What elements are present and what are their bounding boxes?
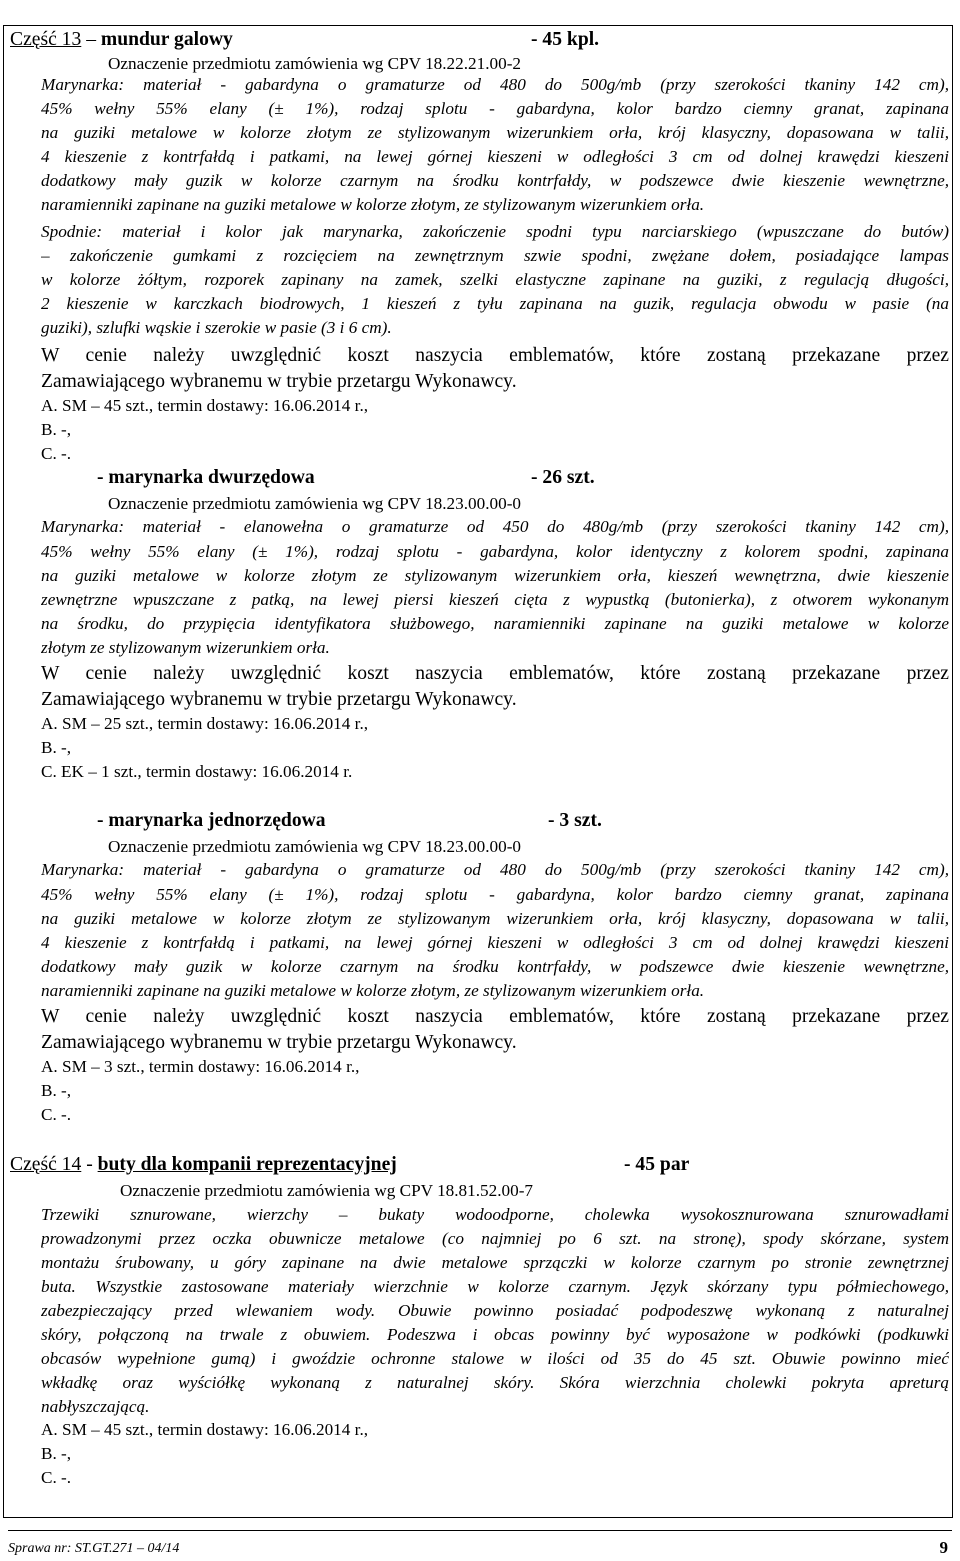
double-breasted-title: - marynarka dwurzędowa [97,467,315,488]
part13-delivery-b: B. -, [41,420,72,439]
part13-trousers-line: Spodnie: materiał i kolor jak marynarka, zakończenie spodni typu narciarskiego (wpuszczane do butów) [41,222,949,241]
single-breasted-line: Marynarka: materiał - gabardyna o gramaturze od 480 do 500g/mb (przy szerokości tkaniny 142 cm), [41,860,949,879]
part14-delivery-b: B. -, [41,1444,72,1463]
part14-qty: - 45 par [624,1154,690,1175]
single-breasted-title: - marynarka jednorzędowa [97,810,326,831]
double-breasted-line: Marynarka: materiał - elanowełna o gramaturze od 450 do 480g/mb (przy szerokości tkaniny 142 cm), [41,517,949,536]
part14-cpv: Oznaczenie przedmiotu zamówienia wg CPV 18.81.52.00-7 [120,1181,534,1200]
part13-trousers-line: guziki), szlufki wąskie i szerokie w pasie (3 i 6 cm). [41,318,392,337]
double-breasted-emblem-line: W cenie należy uwzględnić koszt naszycia emblematów, które zostaną przekazane przez [41,663,949,684]
footer-divider [8,1530,952,1531]
single-breasted-line: na guziki metalowe w kolorze złotym ze stylizowanym wizerunkiem orła, krój klasyczny, dopasowana w talii, [41,909,949,928]
single-breasted-line: 45% wełny 55% elany (± 1%), rodzaj splotu - gabardyna, kolor bardzo ciemny granat, zapinana [41,885,949,904]
part13-jacket-line: dodatkowy mały guzik w kolorze czarnym na środku kontrfałdy, w podszewce dwie kieszenie wewnętrzne, [41,171,949,190]
single-breasted-delivery-a: A. SM – 3 szt., termin dostawy: 16.06.2014 r., [41,1057,360,1076]
part14-line: nabłyszczającą. [41,1397,150,1416]
single-breasted-emblem-line: W cenie należy uwzględnić koszt naszycia emblematów, które zostaną przekazane przez [41,1006,949,1027]
double-breasted-cpv: Oznaczenie przedmiotu zamówienia wg CPV 18.23.00.00-0 [108,494,522,513]
part14-line: wkładkę oraz wyściółkę wykonaną z naturalnej skóry. Skóra wierzchnia cholewki pokryta apreturą [41,1373,949,1392]
part14-line: skóry, połączoną na trwale z obuwiem. Podeszwa i obcas powinny być wyposażone w podkówki (podkuwki [41,1325,949,1344]
part13-emblem-line: Zamawiającego wybranemu w trybie przetargu Wykonawcy. [41,371,517,392]
double-breasted-delivery-b: B. -, [41,738,72,757]
part14-dash: - [86,1154,93,1175]
part13-qty: - 45 kpl. [531,29,600,50]
double-breasted-line: na guziki metalowe w kolorze złotym ze stylizowanym wizerunkiem orła, kieszeń wewnętrzna, dwie kieszenie [41,566,949,585]
part14-line: buta. Wszystkie zastosowane materiały wierzchnie w kolorze czarnym. Język skórzany typu półmiechowego, [41,1277,949,1296]
part13-trousers-line: 2 kieszenie w karczkach biodrowych, 1 kieszeń z tyłu zapinana na guzik, regulacja obwodu w pasie (na [41,294,949,313]
part14-delivery-a: A. SM – 45 szt., termin dostawy: 16.06.2014 r., [41,1420,369,1439]
part13-jacket-line: naramienniki zapinane na guziki metalowe w kolorze złotym, ze stylizowanym wizerunkiem orła. [41,195,705,214]
part13-jacket-line: na guziki metalowe w kolorze złotym ze stylizowanym wizerunkiem orła, krój klasyczny, dopasowana w talii, [41,123,949,142]
part14-delivery-c: C. -. [41,1468,72,1487]
single-breasted-delivery-b: B. -, [41,1081,72,1100]
part13-label: Część 13 [10,29,82,50]
part14-heading [10,1152,397,1178]
part14-line: obcasów wypełnione gumą) i gwoździe ochronne stalowe w ilości od 35 do 45 szt. Obuwie powinno mieć [41,1349,949,1368]
part13-dash: – [86,29,96,50]
part13-heading [10,27,233,53]
part13-emblem-line: W cenie należy uwzględnić koszt naszycia emblematów, które zostaną przekazane przez [41,345,949,366]
part14-line: zabezpieczający przed wlewaniem wody. Obuwie powinno posiadać podpodeszwę wykonaną z naturalnej [41,1301,949,1320]
part13-cpv: Oznaczenie przedmiotu zamówienia wg CPV 18.22.21.00-2 [108,54,522,73]
page-number: 9 [939,1538,948,1557]
double-breasted-delivery-c: C. EK – 1 szt., termin dostawy: 16.06.2014 r. [41,762,353,781]
part14-label: Część 14 [10,1154,82,1175]
double-breasted-line: złotym ze stylizowanym wizerunkiem orła. [41,638,330,657]
single-breasted-delivery-c: C. -. [41,1105,72,1124]
footer-case-number: Sprawa nr: ST.GT.271 – 04/14 [8,1541,180,1556]
part13-jacket-line: Marynarka: materiał - gabardyna o gramaturze od 480 do 500g/mb (przy szerokości tkaniny 142 cm), [41,75,949,94]
single-breasted-line: 4 kieszenie z kontrfałdą i patkami, na lewej górnej kieszeni w odległości 3 cm od dolnej krawędzi kieszeni [41,933,949,952]
double-breasted-delivery-a: A. SM – 25 szt., termin dostawy: 16.06.2014 r., [41,714,369,733]
single-breasted-qty: - 3 szt. [548,810,602,831]
part14-line: montażu śrubowany, u góry zapinane na dwie metalowe sprzączki w kolorze czarnym po stronie zewnętrznej [41,1253,949,1272]
part13-jacket-line: 4 kieszenie z kontrfałdą i patkami, na lewej górnej kieszeni w odległości 3 cm od dolnej krawędzi kieszeni [41,147,949,166]
part13-delivery-a: A. SM – 45 szt., termin dostawy: 16.06.2014 r., [41,396,369,415]
part14-title: buty dla kompanii reprezentacyjnej [97,1154,397,1175]
part13-trousers-line: – zakończenie gumkami z rozcięciem na zewnętrznym szwie spodni, zwężane dołem, posiadające lampas [41,246,949,265]
part13-trousers-line: w kolorze żółtym, rozporek zapinany na zamek, szelki elastyczne zapinane na guziki, z regulacją długości, [41,270,949,289]
part13-delivery-c: C. -. [41,444,72,463]
single-breasted-cpv: Oznaczenie przedmiotu zamówienia wg CPV 18.23.00.00-0 [108,837,522,856]
part13-title: mundur galowy [100,29,233,50]
single-breasted-emblem-line: Zamawiającego wybranemu w trybie przetargu Wykonawcy. [41,1032,517,1053]
part14-line: prowadzonymi przez oczka obuwnicze metalowe (co najmniej po 6 szt. na stronę), spody skórzane, system [41,1229,949,1248]
double-breasted-emblem-line: Zamawiającego wybranemu w trybie przetargu Wykonawcy. [41,689,517,710]
double-breasted-line: na środku, do przypięcia identyfikatora służbowego, naramienniki zapinane na guziki metalowe w kolorze [41,614,949,633]
single-breasted-line: dodatkowy mały guzik w kolorze czarnym na środku kontrfałdy, w podszewce dwie kieszenie wewnętrzne, [41,957,949,976]
part14-line: Trzewiki sznurowane, wierzchy – bukaty wodoodporne, cholewka wysokosznurowana sznurowadłami [41,1205,949,1224]
single-breasted-line: naramienniki zapinane na guziki metalowe w kolorze złotym, ze stylizowanym wizerunkiem orła. [41,981,705,1000]
part13-jacket-line: 45% wełny 55% elany (± 1%), rodzaj splotu - gabardyna, kolor bardzo ciemny granat, zapinana [41,99,949,118]
double-breasted-line: zewnętrzne wpuszczane z patką, na lewej piersi kieszeń cięta z wypustką (butonierka), z otworem wykonanym [41,590,949,609]
double-breasted-line: 45% wełny 55% elany (± 1%), rodzaj splotu - gabardyna, kolor identyczny z kolorem spodni, zapinana [41,542,949,561]
double-breasted-qty: - 26 szt. [531,467,595,488]
